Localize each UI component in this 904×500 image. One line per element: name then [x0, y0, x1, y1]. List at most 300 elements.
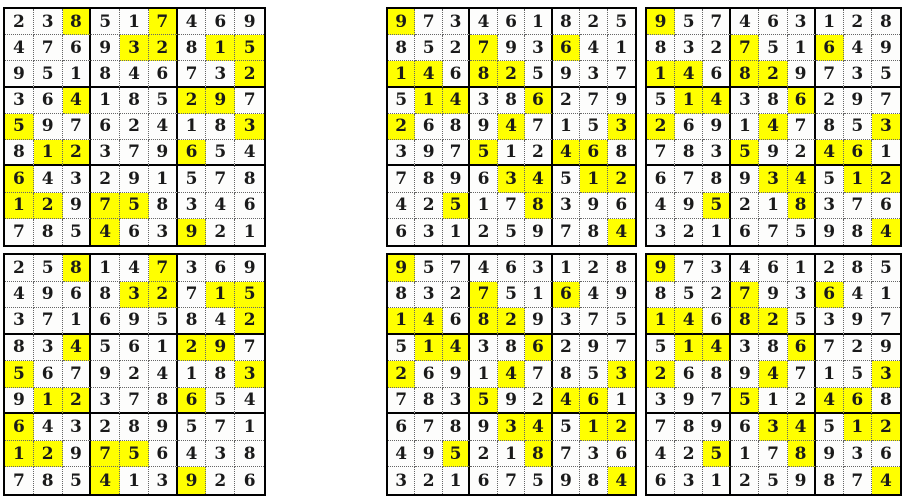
sudoku-cell: 7	[647, 140, 675, 166]
sudoku-cell-highlighted: 4	[675, 308, 703, 335]
sudoku-cell: 8	[498, 335, 525, 362]
sudoku-cell-highlighted: 2	[34, 441, 63, 468]
sudoku-cell: 5	[553, 414, 580, 441]
sudoku-cell: 9	[470, 114, 497, 140]
sudoku-cell: 6	[470, 467, 497, 494]
sudoku-cell: 4	[731, 9, 759, 35]
sudoku-cell: 3	[731, 335, 759, 362]
sudoku-cell-highlighted: 2	[235, 308, 264, 335]
sudoku-cell: 7	[580, 88, 607, 114]
sudoku-cell: 6	[703, 61, 731, 87]
sudoku-cell-highlighted: 4	[759, 114, 787, 140]
sudoku-cell: 2	[415, 193, 442, 219]
sudoku-cell: 2	[443, 35, 470, 61]
sudoku-cell-highlighted: 1	[5, 441, 34, 468]
sudoku-cell: 4	[647, 193, 675, 219]
sudoku-cell-highlighted: 9	[647, 255, 675, 282]
sudoku-cell: 8	[5, 335, 34, 362]
sudoku-cell-highlighted: 3	[498, 414, 525, 441]
sudoku-cell: 9	[120, 308, 149, 335]
sudoku-grid-bottom-left	[3, 253, 266, 496]
sudoku-cell: 4	[5, 35, 34, 61]
sudoku-cell-highlighted: 5	[470, 140, 497, 166]
sudoku-cell: 2	[91, 166, 120, 192]
sudoku-cell: 4	[235, 140, 264, 166]
sudoku-cell: 2	[703, 282, 731, 309]
sudoku-cell: 7	[647, 414, 675, 441]
sudoku-cell: 3	[178, 255, 207, 282]
sudoku-cell-highlighted: 1	[580, 414, 607, 441]
sudoku-cell: 6	[872, 441, 900, 468]
sudoku-cell: 6	[731, 414, 759, 441]
sudoku-cell: 9	[34, 114, 63, 140]
sudoku-cell-highlighted: 9	[206, 88, 235, 114]
sudoku-cell: 7	[388, 166, 415, 192]
sudoku-cell-highlighted: 5	[443, 193, 470, 219]
sudoku-cell: 3	[5, 88, 34, 114]
sudoku-cell-highlighted: 6	[816, 35, 844, 61]
sudoku-cell-highlighted: 3	[498, 166, 525, 192]
sudoku-cell-highlighted: 6	[525, 335, 552, 362]
sudoku-grid-bottom-middle	[386, 253, 637, 496]
sudoku-cell: 2	[844, 335, 872, 362]
sudoku-cell: 8	[91, 61, 120, 87]
sudoku-cell: 5	[34, 61, 63, 87]
sudoku-cell-highlighted: 4	[415, 61, 442, 87]
sudoku-cell: 2	[525, 388, 552, 415]
sudoku-cell: 9	[872, 35, 900, 61]
sudoku-cell: 7	[63, 114, 92, 140]
sudoku-cell: 3	[178, 193, 207, 219]
sudoku-cell: 6	[443, 308, 470, 335]
sudoku-cell: 8	[149, 388, 178, 415]
sudoku-cell: 1	[788, 35, 816, 61]
sudoku-cell: 6	[63, 282, 92, 309]
sudoku-cell: 7	[415, 9, 442, 35]
sudoku-cell: 2	[470, 441, 497, 468]
sudoku-cell: 3	[470, 88, 497, 114]
sudoku-cell: 9	[91, 361, 120, 388]
sudoku-cell: 4	[5, 282, 34, 309]
sudoku-cell-highlighted: 7	[149, 255, 178, 282]
sudoku-cell: 6	[34, 361, 63, 388]
sudoku-cell: 6	[498, 255, 525, 282]
sudoku-cell: 5	[34, 255, 63, 282]
sudoku-cell-highlighted: 4	[553, 140, 580, 166]
sudoku-cell: 5	[63, 219, 92, 245]
sudoku-cell-highlighted: 7	[91, 193, 120, 219]
sudoku-cell-highlighted: 1	[844, 414, 872, 441]
sudoku-cell: 7	[415, 414, 442, 441]
sudoku-cell-highlighted: 1	[206, 35, 235, 61]
sudoku-cell: 8	[872, 388, 900, 415]
sudoku-cell-highlighted: 4	[608, 219, 635, 245]
sudoku-cell: 9	[553, 467, 580, 494]
sudoku-cell-highlighted: 5	[120, 193, 149, 219]
sudoku-cell: 7	[206, 414, 235, 441]
sudoku-cell: 3	[149, 219, 178, 245]
sudoku-cell-highlighted: 5	[235, 35, 264, 61]
sudoku-cell: 8	[647, 35, 675, 61]
sudoku-cell-highlighted: 1	[5, 193, 34, 219]
sudoku-cell: 3	[844, 61, 872, 87]
sudoku-cell: 9	[703, 114, 731, 140]
sudoku-cell: 7	[580, 308, 607, 335]
sudoku-grid-top-right	[645, 7, 902, 247]
sudoku-grid-bottom-right	[645, 253, 902, 496]
sudoku-cell: 1	[816, 9, 844, 35]
sudoku-cell: 9	[608, 88, 635, 114]
sudoku-cell-highlighted: 3	[235, 361, 264, 388]
sudoku-cell: 7	[872, 308, 900, 335]
sudoku-cell-highlighted: 4	[872, 467, 900, 494]
sudoku-cell-highlighted: 5	[120, 441, 149, 468]
sudoku-cell: 3	[470, 335, 497, 362]
sudoku-cell: 9	[553, 61, 580, 87]
sudoku-cell: 7	[816, 61, 844, 87]
sudoku-cell-highlighted: 4	[788, 166, 816, 192]
sudoku-cell: 8	[415, 166, 442, 192]
sudoku-cell-highlighted: 2	[872, 166, 900, 192]
sudoku-cell: 9	[580, 335, 607, 362]
sudoku-cell-highlighted: 2	[235, 61, 264, 87]
sudoku-cell-highlighted: 2	[647, 114, 675, 140]
sudoku-cell: 8	[34, 219, 63, 245]
sudoku-cell: 7	[759, 219, 787, 245]
sudoku-cell: 1	[525, 9, 552, 35]
sudoku-cell: 4	[120, 255, 149, 282]
sudoku-cell: 9	[788, 467, 816, 494]
sudoku-cell: 5	[816, 414, 844, 441]
sudoku-cell: 1	[149, 166, 178, 192]
sudoku-cell: 3	[816, 308, 844, 335]
sudoku-cell: 8	[235, 166, 264, 192]
sudoku-cell-highlighted: 4	[443, 88, 470, 114]
sudoku-cell: 3	[675, 467, 703, 494]
sudoku-cell-highlighted: 5	[731, 388, 759, 415]
sudoku-cell: 1	[816, 361, 844, 388]
sudoku-cell-highlighted: 2	[608, 166, 635, 192]
sudoku-cell-highlighted: 6	[178, 140, 207, 166]
sudoku-cell: 6	[235, 467, 264, 494]
sudoku-cell: 2	[206, 219, 235, 245]
sudoku-cell: 1	[235, 414, 264, 441]
sudoku-cell: 8	[816, 467, 844, 494]
sudoku-cell: 4	[844, 282, 872, 309]
sudoku-cell-highlighted: 4	[759, 361, 787, 388]
sudoku-cell-highlighted: 2	[759, 308, 787, 335]
sudoku-cell-highlighted: 6	[844, 388, 872, 415]
sudoku-grid-top-middle	[386, 7, 637, 247]
sudoku-cell-highlighted: 4	[63, 335, 92, 362]
sudoku-cell: 8	[553, 361, 580, 388]
sudoku-cell: 1	[120, 467, 149, 494]
sudoku-cell: 5	[647, 335, 675, 362]
sudoku-cell-highlighted: 4	[608, 467, 635, 494]
sudoku-cell: 6	[647, 467, 675, 494]
sudoku-cell: 1	[91, 255, 120, 282]
sudoku-cell: 5	[63, 467, 92, 494]
sudoku-cell: 5	[525, 61, 552, 87]
sudoku-cell: 6	[498, 9, 525, 35]
sudoku-cell-highlighted: 4	[91, 219, 120, 245]
sudoku-cell: 7	[120, 388, 149, 415]
sudoku-cell: 1	[703, 219, 731, 245]
sudoku-cell: 9	[759, 140, 787, 166]
sudoku-cell: 5	[844, 114, 872, 140]
sudoku-cell: 8	[844, 255, 872, 282]
sudoku-cell: 2	[816, 255, 844, 282]
sudoku-cell: 2	[5, 9, 34, 35]
sudoku-cell: 3	[844, 441, 872, 468]
sudoku-cell: 3	[703, 140, 731, 166]
sudoku-cell: 4	[149, 361, 178, 388]
sudoku-cell: 6	[675, 361, 703, 388]
sudoku-cell-highlighted: 3	[759, 414, 787, 441]
sudoku-cell-highlighted: 3	[120, 282, 149, 309]
sudoku-cell: 7	[34, 35, 63, 61]
sudoku-cell: 5	[498, 219, 525, 245]
sudoku-cell-highlighted: 2	[149, 35, 178, 61]
sudoku-cell: 8	[443, 114, 470, 140]
sudoku-cell: 9	[844, 88, 872, 114]
sudoku-cell: 3	[525, 35, 552, 61]
sudoku-cell: 7	[844, 193, 872, 219]
sudoku-cell: 9	[731, 166, 759, 192]
sudoku-cell: 5	[872, 255, 900, 282]
sudoku-cell: 9	[731, 361, 759, 388]
sudoku-cell: 3	[388, 140, 415, 166]
sudoku-cell-highlighted: 9	[178, 467, 207, 494]
sudoku-cell: 2	[5, 255, 34, 282]
sudoku-cell: 5	[149, 88, 178, 114]
sudoku-cell: 5	[206, 388, 235, 415]
sudoku-cell: 1	[525, 282, 552, 309]
sudoku-cell: 8	[608, 140, 635, 166]
sudoku-cell-highlighted: 6	[788, 335, 816, 362]
sudoku-cell-highlighted: 8	[731, 308, 759, 335]
sudoku-cell: 9	[816, 441, 844, 468]
sudoku-cell: 1	[788, 255, 816, 282]
sudoku-cell: 6	[120, 219, 149, 245]
sudoku-cell: 3	[443, 9, 470, 35]
sudoku-cell-highlighted: 6	[553, 35, 580, 61]
sudoku-cell-highlighted: 8	[470, 61, 497, 87]
sudoku-cell: 7	[34, 308, 63, 335]
sudoku-cell-highlighted: 6	[525, 88, 552, 114]
sudoku-cell: 4	[206, 308, 235, 335]
sudoku-cell: 3	[675, 35, 703, 61]
sudoku-cell: 2	[844, 9, 872, 35]
sudoku-cell: 5	[206, 140, 235, 166]
sudoku-cell: 6	[34, 88, 63, 114]
sudoku-cell: 1	[470, 361, 497, 388]
sudoku-cell-highlighted: 2	[178, 335, 207, 362]
sudoku-cell-highlighted: 9	[388, 9, 415, 35]
sudoku-cell: 7	[498, 467, 525, 494]
sudoku-cell: 2	[553, 335, 580, 362]
sudoku-cell: 9	[149, 140, 178, 166]
sudoku-cell: 8	[675, 414, 703, 441]
sudoku-cell-highlighted: 1	[388, 61, 415, 87]
sudoku-cell: 5	[580, 114, 607, 140]
sudoku-cell: 6	[759, 255, 787, 282]
sudoku-cell: 9	[235, 9, 264, 35]
sudoku-cell: 7	[553, 441, 580, 468]
sudoku-cell: 2	[415, 467, 442, 494]
sudoku-cell: 9	[5, 388, 34, 415]
sudoku-cell: 7	[5, 219, 34, 245]
sudoku-cell: 8	[178, 35, 207, 61]
sudoku-cell-highlighted: 6	[5, 414, 34, 441]
sudoku-cell: 8	[553, 9, 580, 35]
sudoku-cell: 1	[120, 9, 149, 35]
sudoku-cell: 8	[759, 335, 787, 362]
sudoku-cell-highlighted: 8	[525, 441, 552, 468]
sudoku-cell-highlighted: 7	[470, 35, 497, 61]
sudoku-cell-highlighted: 5	[470, 388, 497, 415]
sudoku-cell: 7	[178, 282, 207, 309]
sudoku-cell-highlighted: 6	[844, 140, 872, 166]
sudoku-cell: 3	[5, 308, 34, 335]
sudoku-cell: 6	[872, 193, 900, 219]
sudoku-cell: 5	[788, 308, 816, 335]
sudoku-cell: 9	[5, 61, 34, 87]
sudoku-cell: 6	[608, 441, 635, 468]
sudoku-cell: 5	[498, 282, 525, 309]
sudoku-cell: 7	[443, 140, 470, 166]
sudoku-cell: 9	[235, 255, 264, 282]
sudoku-cell: 1	[178, 114, 207, 140]
sudoku-cell: 8	[647, 282, 675, 309]
sudoku-cell: 3	[415, 219, 442, 245]
sudoku-cell: 3	[34, 335, 63, 362]
sudoku-cell-highlighted: 9	[206, 335, 235, 362]
sudoku-cell: 8	[608, 255, 635, 282]
sudoku-cell: 7	[235, 335, 264, 362]
sudoku-cell-highlighted: 1	[675, 88, 703, 114]
sudoku-cell-highlighted: 3	[235, 114, 264, 140]
sudoku-cell-highlighted: 8	[63, 255, 92, 282]
sudoku-cell: 3	[703, 255, 731, 282]
sudoku-cell: 9	[675, 388, 703, 415]
sudoku-cell: 6	[443, 61, 470, 87]
sudoku-cell: 6	[647, 166, 675, 192]
sudoku-cell: 6	[120, 335, 149, 362]
sudoku-cell-highlighted: 4	[816, 140, 844, 166]
sudoku-cell: 7	[675, 166, 703, 192]
sudoku-cell-highlighted: 2	[149, 282, 178, 309]
sudoku-cell: 3	[525, 255, 552, 282]
sudoku-cell: 3	[91, 140, 120, 166]
sudoku-grid-top-left	[3, 7, 266, 247]
sudoku-cell: 1	[553, 255, 580, 282]
sudoku-cell: 9	[470, 414, 497, 441]
sudoku-cell-highlighted: 4	[675, 61, 703, 87]
sudoku-cell: 2	[470, 219, 497, 245]
sudoku-cell: 5	[149, 308, 178, 335]
sudoku-cell: 2	[580, 9, 607, 35]
sudoku-cell: 2	[120, 361, 149, 388]
sudoku-cell: 6	[149, 441, 178, 468]
sudoku-cell: 1	[470, 193, 497, 219]
sudoku-cell: 5	[759, 35, 787, 61]
sudoku-cell: 3	[63, 166, 92, 192]
sudoku-cell-highlighted: 2	[63, 388, 92, 415]
sudoku-cell: 8	[34, 467, 63, 494]
sudoku-cell: 6	[415, 361, 442, 388]
sudoku-cell: 1	[149, 335, 178, 362]
sudoku-cell: 3	[816, 193, 844, 219]
sudoku-cell: 9	[415, 140, 442, 166]
sudoku-cell: 5	[816, 166, 844, 192]
sudoku-cell: 9	[525, 308, 552, 335]
sudoku-cell: 1	[759, 388, 787, 415]
sudoku-cell: 4	[731, 255, 759, 282]
sudoku-cell-highlighted: 5	[5, 114, 34, 140]
sudoku-cell: 2	[788, 140, 816, 166]
sudoku-cell: 8	[703, 166, 731, 192]
sudoku-cell: 7	[443, 255, 470, 282]
sudoku-cell-highlighted: 7	[731, 35, 759, 61]
sudoku-cell: 6	[759, 9, 787, 35]
sudoku-cell: 9	[498, 35, 525, 61]
sudoku-cell-highlighted: 2	[498, 61, 525, 87]
sudoku-cell: 4	[647, 441, 675, 468]
sudoku-cell: 3	[34, 9, 63, 35]
sudoku-cell: 9	[580, 193, 607, 219]
sudoku-cell: 9	[525, 219, 552, 245]
sudoku-cell: 6	[675, 114, 703, 140]
sudoku-cell-highlighted: 9	[647, 9, 675, 35]
sudoku-cell-highlighted: 3	[872, 361, 900, 388]
sudoku-cell: 5	[608, 9, 635, 35]
sudoku-cell: 2	[675, 441, 703, 468]
sudoku-cell-highlighted: 4	[703, 88, 731, 114]
sudoku-cell: 7	[844, 467, 872, 494]
sudoku-cell-highlighted: 7	[470, 282, 497, 309]
sudoku-cell: 4	[178, 9, 207, 35]
sudoku-cell: 5	[415, 255, 442, 282]
sudoku-cell: 9	[816, 219, 844, 245]
sudoku-cell-highlighted: 5	[443, 441, 470, 468]
sudoku-cell: 4	[149, 114, 178, 140]
sudoku-cell: 1	[731, 114, 759, 140]
sudoku-cell: 3	[91, 388, 120, 415]
sudoku-cell: 5	[675, 9, 703, 35]
sudoku-cell: 8	[703, 361, 731, 388]
sudoku-cell: 9	[759, 282, 787, 309]
sudoku-cell: 7	[553, 219, 580, 245]
sudoku-cell: 7	[235, 88, 264, 114]
sudoku-cell: 4	[235, 388, 264, 415]
sudoku-cell: 4	[470, 255, 497, 282]
sudoku-cell: 3	[580, 441, 607, 468]
sudoku-cell: 7	[525, 114, 552, 140]
sudoku-cell: 5	[608, 308, 635, 335]
sudoku-cell-highlighted: 1	[34, 140, 63, 166]
sudoku-cell-highlighted: 2	[498, 308, 525, 335]
sudoku-cell-highlighted: 4	[443, 335, 470, 362]
sudoku-cell: 3	[647, 219, 675, 245]
sudoku-cell: 9	[608, 282, 635, 309]
sudoku-cell: 2	[580, 255, 607, 282]
sudoku-cell: 2	[91, 414, 120, 441]
sudoku-cell-highlighted: 6	[553, 282, 580, 309]
sudoku-cell-highlighted: 1	[647, 61, 675, 87]
sudoku-cell: 6	[206, 255, 235, 282]
sudoku-cell-highlighted: 9	[178, 219, 207, 245]
